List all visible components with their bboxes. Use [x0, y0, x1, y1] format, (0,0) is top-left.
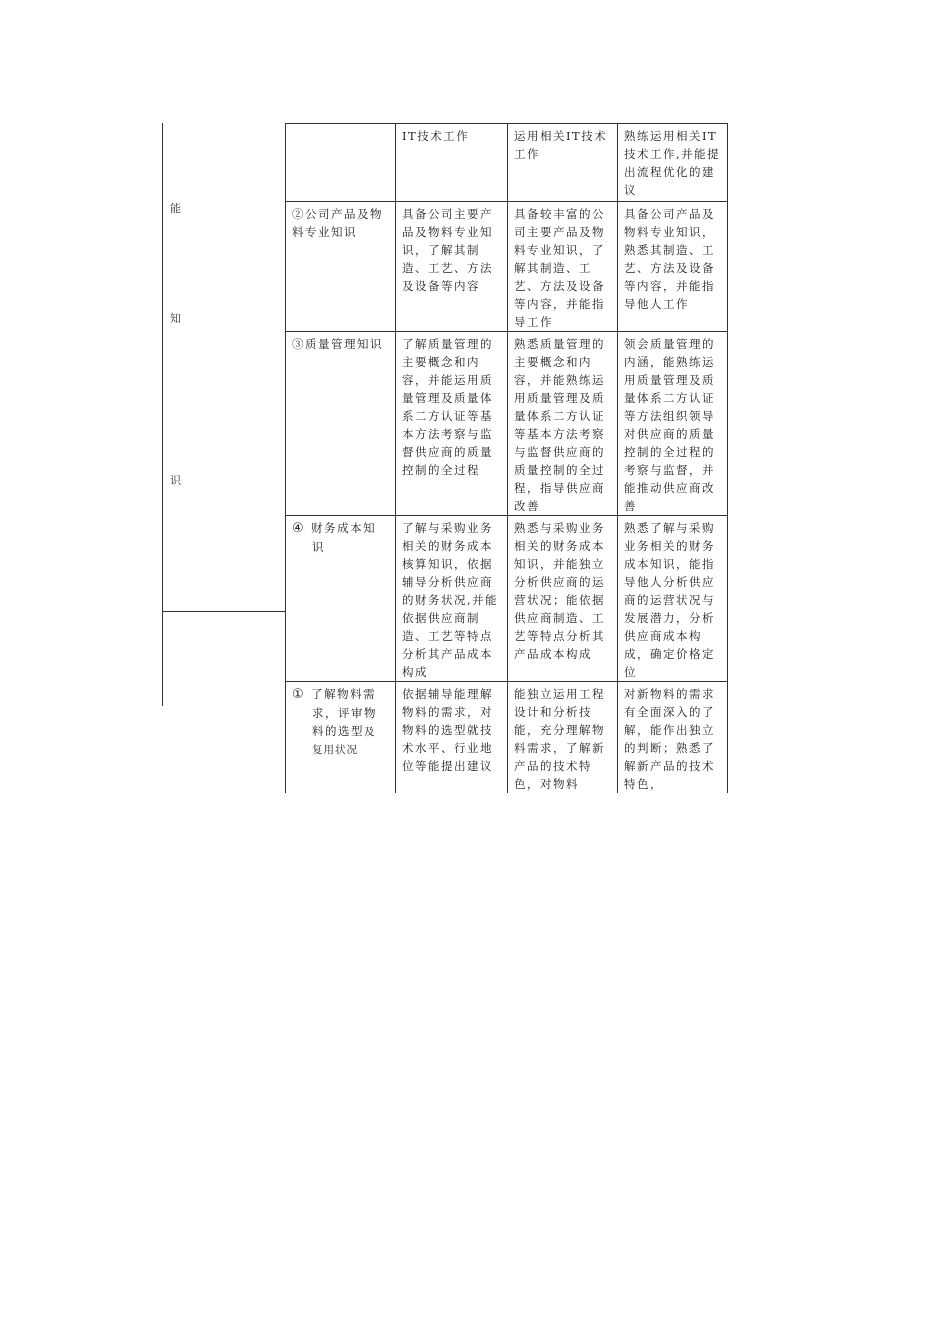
level2-cell: 具备较丰富的公司主要产品及物料专业知识，了解其制造、工艺、方法及设备等内容，并能指导工作: [508, 202, 618, 332]
item-title-line3: [292, 722, 389, 741]
item-title-line1: 了解物料需: [311, 687, 377, 701]
table-row: [286, 516, 728, 682]
item-cell: ②公司产品及物料专业知识: [286, 202, 396, 332]
table-row: [286, 124, 728, 202]
level2-cell: 运用相关IT技术工作: [508, 124, 618, 202]
item-cell: [286, 516, 396, 682]
item-title-line2: 识: [312, 540, 325, 554]
level3-cell: 熟练运用相关IT技术工作,并能提出流程优化的建议: [618, 124, 728, 202]
item-number: ④: [292, 521, 306, 536]
side-label-zhi: 知: [170, 312, 181, 325]
section-divider: [162, 611, 286, 612]
level1-cell: 了解与采购业务相关的财务成本核算知识，依据辅导分析供应商的财务状况,并能依据供应商制造、工艺等特点分析其产品成本构成: [396, 516, 508, 682]
level2-cell: 能独立运用工程设计和分析技能，充分理解物料需求，了解新产品的技术特色，对物料: [508, 682, 618, 794]
item-title-line4: 复用状况: [312, 744, 358, 756]
item-cell: ③质量管理知识: [286, 332, 396, 516]
level3-cell: 领会质量管理的内涵，能熟练运用质量管理及质量体系二方认证等方法组织领导对供应商的质量控制的全过程的考察与监督，并能推动供应商改善: [618, 332, 728, 516]
item-title-line3-suffix: 及: [364, 726, 376, 738]
table-row: [286, 332, 728, 516]
table-row: [286, 682, 728, 794]
item-title-line2: 求，评审物: [312, 706, 377, 720]
item-title-line1: 财务成本知: [311, 521, 377, 535]
level1-cell: 具备公司主要产品及物料专业知识，了解其制造、工艺、方法及设备等内容: [396, 202, 508, 332]
item-title-line3-main: 料的选型: [312, 724, 364, 738]
level2-cell: 熟悉质量管理的主要概念和内容，并能熟练运用质量管理及质量体系二方认证等基本方法考察与监督供应商的质量控制的全过程，指导供应商改善: [508, 332, 618, 516]
level3-cell: 具备公司产品及物料专业知识，熟悉其制造、工艺、方法及设备等内容，并能指导他人工作: [618, 202, 728, 332]
level3-cell: 对新物料的需求有全面深入的了解，能作出独立的判断；熟悉了解新产品的技术特色，: [618, 682, 728, 794]
level1-cell: IT技术工作: [396, 124, 508, 202]
item-cell: [286, 124, 396, 202]
level1-cell: 了解质量管理的主要概念和内容，并能运用质量管理及质量体系二方认证等基本方法考察与监督供应商的质量控制的全过程: [396, 332, 508, 516]
table-row: [286, 202, 728, 332]
item-number: ①: [292, 687, 306, 702]
competency-table: [285, 123, 728, 793]
level1-cell: 依据辅导能理解物料的需求，对物料的选型就技术水平、行业地位等能提出建议: [396, 682, 508, 794]
level3-cell: 熟悉了解与采购业务相关的财务成本知识，能指导他人分析供应商的运营状况与发展潜力，分析供应商成本构成，确定价格定位: [618, 516, 728, 682]
side-label-shi: 识: [170, 474, 181, 487]
item-cell: [286, 682, 396, 794]
level2-cell: 熟悉与采购业务相关的财务成本知识，并能独立分析供应商的运营状况；能依据供应商制造、工艺等特点分析其产品成本构成: [508, 516, 618, 682]
table-left-border: [162, 123, 163, 706]
side-label-neng: 能: [170, 202, 181, 215]
